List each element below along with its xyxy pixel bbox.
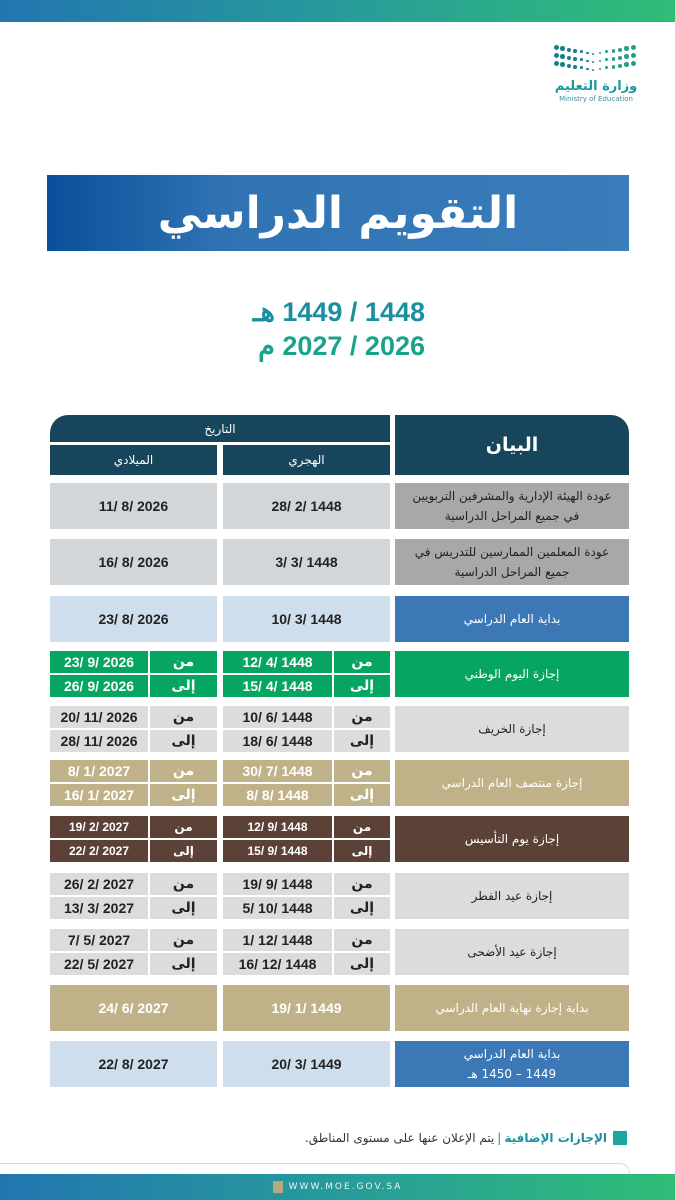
from-label: من: [334, 816, 390, 838]
ministry-logo: [550, 45, 642, 115]
logo-dot: [605, 66, 608, 69]
logo-dot: [612, 49, 616, 53]
gregorian-from-date: 7/ 5/ 2027: [50, 929, 148, 951]
hijri-from-date: 30/ 7/ 1448: [223, 760, 332, 782]
row-label: [395, 651, 629, 697]
row-label-text: عودة المعلمين الممارسين للتدريس في جميع المراحل الدراسية: [414, 545, 610, 579]
to-label: إلى: [334, 730, 390, 752]
from-label: من: [150, 873, 217, 895]
logo-dot: [560, 54, 565, 59]
row-label-text: إجازة عيد الأضحى: [467, 945, 557, 959]
row-label-text: إجازة يوم التأسيس: [464, 832, 560, 846]
to-label: إلى: [150, 840, 217, 862]
logo-dot: [567, 56, 571, 60]
logo-dot: [586, 68, 589, 71]
header-hijri: الهجري: [223, 445, 390, 475]
to-label: إلى: [150, 897, 217, 919]
from-label: من: [150, 929, 217, 951]
logo-dot: [586, 52, 589, 55]
logo-dot: [560, 46, 565, 51]
row-label: [395, 760, 629, 806]
hijri-from-date: 12/ 4/ 1448: [223, 651, 332, 673]
to-label: إلى: [150, 784, 217, 806]
row-label-text: بداية إجازة نهاية العام الدراسي: [435, 1001, 589, 1015]
academic-years: [200, 295, 425, 363]
row-label-text: بداية العام الدراسي: [463, 612, 561, 626]
table-row: [50, 873, 630, 919]
note-separator: |: [497, 1131, 502, 1145]
table-row: [50, 706, 630, 752]
row-label: [395, 483, 629, 529]
hijri-to-date: 16/ 12/ 1448: [223, 953, 332, 975]
logo-dot: [605, 50, 608, 53]
to-label: إلى: [334, 675, 390, 697]
gregorian-date: 16/ 8/ 2026: [50, 539, 217, 585]
website-link[interactable]: WWW.MOE.GOV.SA: [288, 1182, 403, 1192]
gregorian-from-date: 23/ 9/ 2026: [50, 651, 148, 673]
hijri-to-date: 5/ 10/ 1448: [223, 897, 332, 919]
gregorian-to-date: 22/ 2/ 2027: [50, 840, 148, 862]
logo-dot: [592, 69, 594, 71]
from-label: من: [334, 651, 390, 673]
logo-dot: [631, 53, 636, 58]
row-label-text: إجازة الخريف: [478, 722, 546, 736]
hijri-from-date: 10/ 6/ 1448: [223, 706, 332, 728]
row-label: [395, 596, 629, 642]
logo-dot: [573, 57, 577, 61]
gregorian-to-date: 13/ 3/ 2027: [50, 897, 148, 919]
logo-dot: [624, 54, 629, 59]
additional-holidays-note: [305, 1131, 627, 1145]
note-text: يتم الإعلان عنها على مستوى المناطق.: [304, 1131, 495, 1145]
logo-dot: [605, 58, 608, 61]
gregorian-to-date: 16/ 1/ 2027: [50, 784, 148, 806]
row-label-text: إجازة عيد الفطر: [471, 889, 553, 903]
table-row: [50, 1041, 630, 1087]
hijri-years: 1448 / 1449 هـ: [252, 297, 425, 327]
row-label: [395, 816, 629, 862]
table-row: [50, 596, 630, 642]
from-label: من: [150, 706, 217, 728]
logo-dot: [592, 61, 594, 63]
row-label-subtext: 1449 – 1450 هـ: [467, 1067, 557, 1081]
gregorian-date: 11/ 8/ 2026: [50, 483, 217, 529]
logo-dot: [624, 62, 629, 67]
from-label: من: [334, 706, 390, 728]
logo-dot: [567, 48, 571, 52]
gregorian-date: 24/ 6/ 2027: [50, 985, 217, 1031]
hijri-from-date: 19/ 9/ 1448: [223, 873, 332, 895]
logo-dot: [580, 58, 583, 61]
logo-dot: [612, 65, 616, 69]
hijri-date: 20/ 3/ 1449: [223, 1041, 390, 1087]
hijri-to-date: 18/ 6/ 1448: [223, 730, 332, 752]
title-banner: [47, 175, 629, 251]
to-label: إلى: [150, 730, 217, 752]
to-label: إلى: [334, 840, 390, 862]
from-label: من: [334, 873, 390, 895]
table-row: [50, 539, 630, 585]
logo-dot: [612, 57, 616, 61]
row-label: [395, 929, 629, 975]
from-label: من: [334, 929, 390, 951]
from-label: من: [150, 816, 217, 838]
hijri-to-date: 8/ 8/ 1448: [223, 784, 332, 806]
table-row: [50, 985, 630, 1031]
logo-name-ar: وزارة التعليم: [554, 79, 638, 94]
row-label: [395, 706, 629, 752]
logo-dot: [618, 64, 622, 68]
header-date: التاريخ: [50, 415, 390, 442]
to-label: إلى: [334, 784, 390, 806]
logo-dot: [631, 45, 636, 50]
logo-dot: [580, 50, 583, 53]
logo-dot: [567, 64, 571, 68]
row-label: [395, 539, 629, 585]
logo-dot: [554, 53, 559, 58]
gregorian-from-date: 19/ 2/ 2027: [50, 816, 148, 838]
gregorian-date: 23/ 8/ 2026: [50, 596, 217, 642]
table-row: [50, 929, 630, 975]
hijri-to-date: 15/ 4/ 1448: [223, 675, 332, 697]
gregorian-to-date: 26/ 9/ 2026: [50, 675, 148, 697]
header-gregorian: الميلادي: [50, 445, 217, 475]
logo-dot: [618, 56, 622, 60]
gregorian-to-date: 22/ 5/ 2027: [50, 953, 148, 975]
hijri-date: 28/ 2/ 1448: [223, 483, 390, 529]
logo-name-en: Ministry of Education: [559, 95, 633, 103]
logo-dot: [560, 62, 565, 67]
table-row: [50, 483, 630, 529]
hijri-date: 10/ 3/ 1448: [223, 596, 390, 642]
row-label-text: عودة الهيئة الإدارية والمشرفين التربويين في جميع المراحل الدراسية: [412, 489, 612, 523]
hijri-date: 3/ 3/ 1448: [223, 539, 390, 585]
top-gradient-bar: [0, 0, 675, 22]
row-label-text: إجازة منتصف العام الدراسي: [441, 776, 583, 790]
row-label: [395, 873, 629, 919]
row-label: [395, 985, 629, 1031]
note-square-icon: [613, 1131, 627, 1145]
logo-dot: [573, 65, 577, 69]
logo-dot: [624, 46, 629, 51]
table-row: [50, 760, 630, 806]
logo-dot: [580, 66, 583, 69]
from-label: من: [334, 760, 390, 782]
from-label: من: [150, 651, 217, 673]
gregorian-from-date: 26/ 2/ 2027: [50, 873, 148, 895]
logo-dot: [586, 60, 589, 63]
logo-dot: [618, 48, 622, 52]
table-row: [50, 651, 630, 697]
from-label: من: [150, 760, 217, 782]
to-label: إلى: [334, 897, 390, 919]
hijri-from-date: 1/ 12/ 1448: [223, 929, 332, 951]
logo-dot: [554, 45, 559, 50]
logo-dot: [599, 68, 602, 71]
table-row: [50, 816, 630, 862]
gregorian-date: 22/ 8/ 2027: [50, 1041, 217, 1087]
row-label-text: بداية العام الدراسي: [463, 1047, 561, 1061]
gregorian-from-date: 8/ 1/ 2027: [50, 760, 148, 782]
logo-dot: [599, 52, 602, 55]
to-label: إلى: [150, 953, 217, 975]
note-highlight: الإجازات الإضافية: [504, 1131, 607, 1145]
header-statement: البيان: [395, 415, 629, 475]
logo-dot: [554, 61, 559, 66]
to-label: إلى: [334, 953, 390, 975]
logo-dot: [573, 49, 577, 53]
logo-dots-icon: [554, 45, 638, 77]
gregorian-years: 2026 / 2027 م: [258, 331, 425, 361]
footer-bar: [0, 1174, 675, 1200]
row-label-text: إجازة اليوم الوطني: [464, 667, 560, 681]
logo-dot: [599, 60, 602, 63]
to-label: إلى: [150, 675, 217, 697]
gregorian-to-date: 28/ 11/ 2026: [50, 730, 148, 752]
hijri-from-date: 12/ 9/ 1448: [223, 816, 332, 838]
gregorian-from-date: 20/ 11/ 2026: [50, 706, 148, 728]
globe-icon: [273, 1181, 283, 1193]
hijri-date: 19/ 1/ 1449: [223, 985, 390, 1031]
hijri-to-date: 15/ 9/ 1448: [223, 840, 332, 862]
logo-dot: [592, 53, 594, 55]
logo-dot: [631, 61, 636, 66]
row-label: [395, 1041, 629, 1087]
page-title: التقويم الدراسي: [157, 187, 519, 239]
